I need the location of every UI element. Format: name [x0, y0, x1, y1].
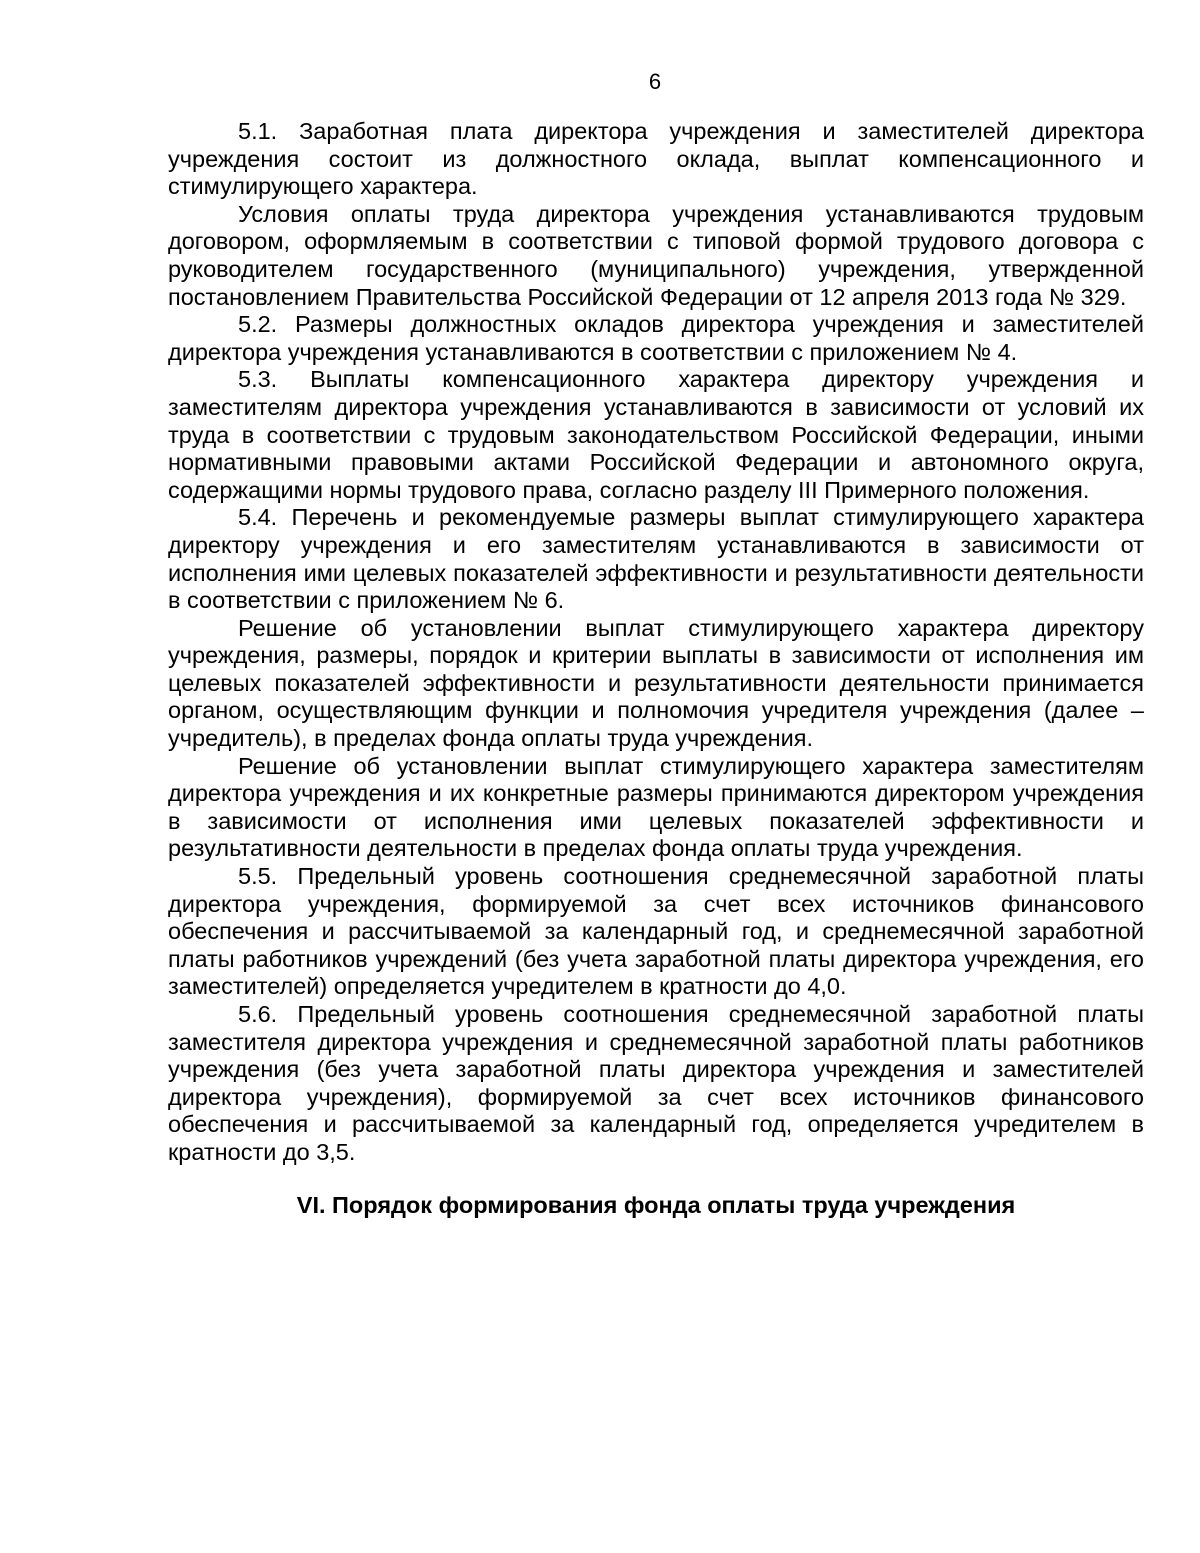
paragraph-director-incentive-decision: Решение об установлении выплат стимулирующего характера директору учреждения, размеры, порядок и критерии выплаты в зависимости от исполнения им целевых показателей эффективности и результативности деятельности принимается органом, осуществляющим функции и полномочия учредителя учреждения (далее – учредитель), в пределах фонда оплаты труда учреждения. — [168, 614, 1144, 752]
document-body — [168, 118, 1144, 1219]
page-number: 6 — [648, 69, 662, 94]
paragraph-5-2: 5.2. Размеры должностных окладов директора учреждения и заместителей директора учреждения устанавливаются в соответствии с приложением № 4. — [168, 311, 1144, 365]
paragraph-5-4: 5.4. Перечень и рекомендуемые размеры выплат стимулирующего характера директору учреждения и его заместителям устанавливаются в зависимости от исполнения ими целевых показателей эффективности и результативности деятельности в соответствии с приложением № 6. — [168, 504, 1144, 614]
paragraph-director-labor-conditions: Условия оплаты труда директора учреждения устанавливаются трудовым договором, оформляемым в соответствии с типовой формой трудового договора с руководителем государственного (муниципального) учреждения, утвержденной постановлением Правительства Российской Федерации от 12 апреля 2013 года № 329. — [168, 200, 1144, 310]
paragraph-5-6: 5.6. Предельный уровень соотношения среднемесячной заработной платы заместителя директора учреждения и среднемесячной заработной платы работников учреждения (без учета заработной платы директора учреждения и заместителей директора учреждения), формируемой за счет всех источников финансового обеспечения и рассчитываемой за календарный год, определяется учредителем в кратности до 3,5. — [168, 1001, 1144, 1165]
section-heading: VI. Порядок формирования фонда оплаты труда учреждения — [296, 1191, 1016, 1218]
paragraph-5-3: 5.3. Выплаты компенсационного характера директору учреждения и заместителям директора учреждения устанавливаются в зависимости от условий их труда в соответствии с трудовым законодательством Российской Федерации, иными нормативными правовыми актами Российской Федерации и автономного округа, содержащими нормы трудового права, согласно разделу III Примерного положения. — [168, 366, 1144, 503]
paragraph-5-1: 5.1. Заработная плата директора учреждения и заместителей директора учреждения состоит из должностного оклада, выплат компенсационного и стимулирующего характера. — [168, 118, 1144, 200]
paragraph-deputies-incentive-decision: Решение об установлении выплат стимулирующего характера заместителям директора учреждения и их конкретные размеры принимаются директором учреждения в зависимости от исполнения ими целевых показателей эффективности и результативности деятельности в пределах фонда оплаты труда учреждения. — [168, 752, 1144, 862]
paragraph-5-5: 5.5. Предельный уровень соотношения среднемесячной заработной платы директора учреждения, формируемой за счет всех источников финансового обеспечения и рассчитываемой за календарный год, и среднемесячной заработной платы работников учреждений (без учета заработной платы директора учреждения, его заместителей) определяется учредителем в кратности до 4,0. — [168, 863, 1144, 1000]
